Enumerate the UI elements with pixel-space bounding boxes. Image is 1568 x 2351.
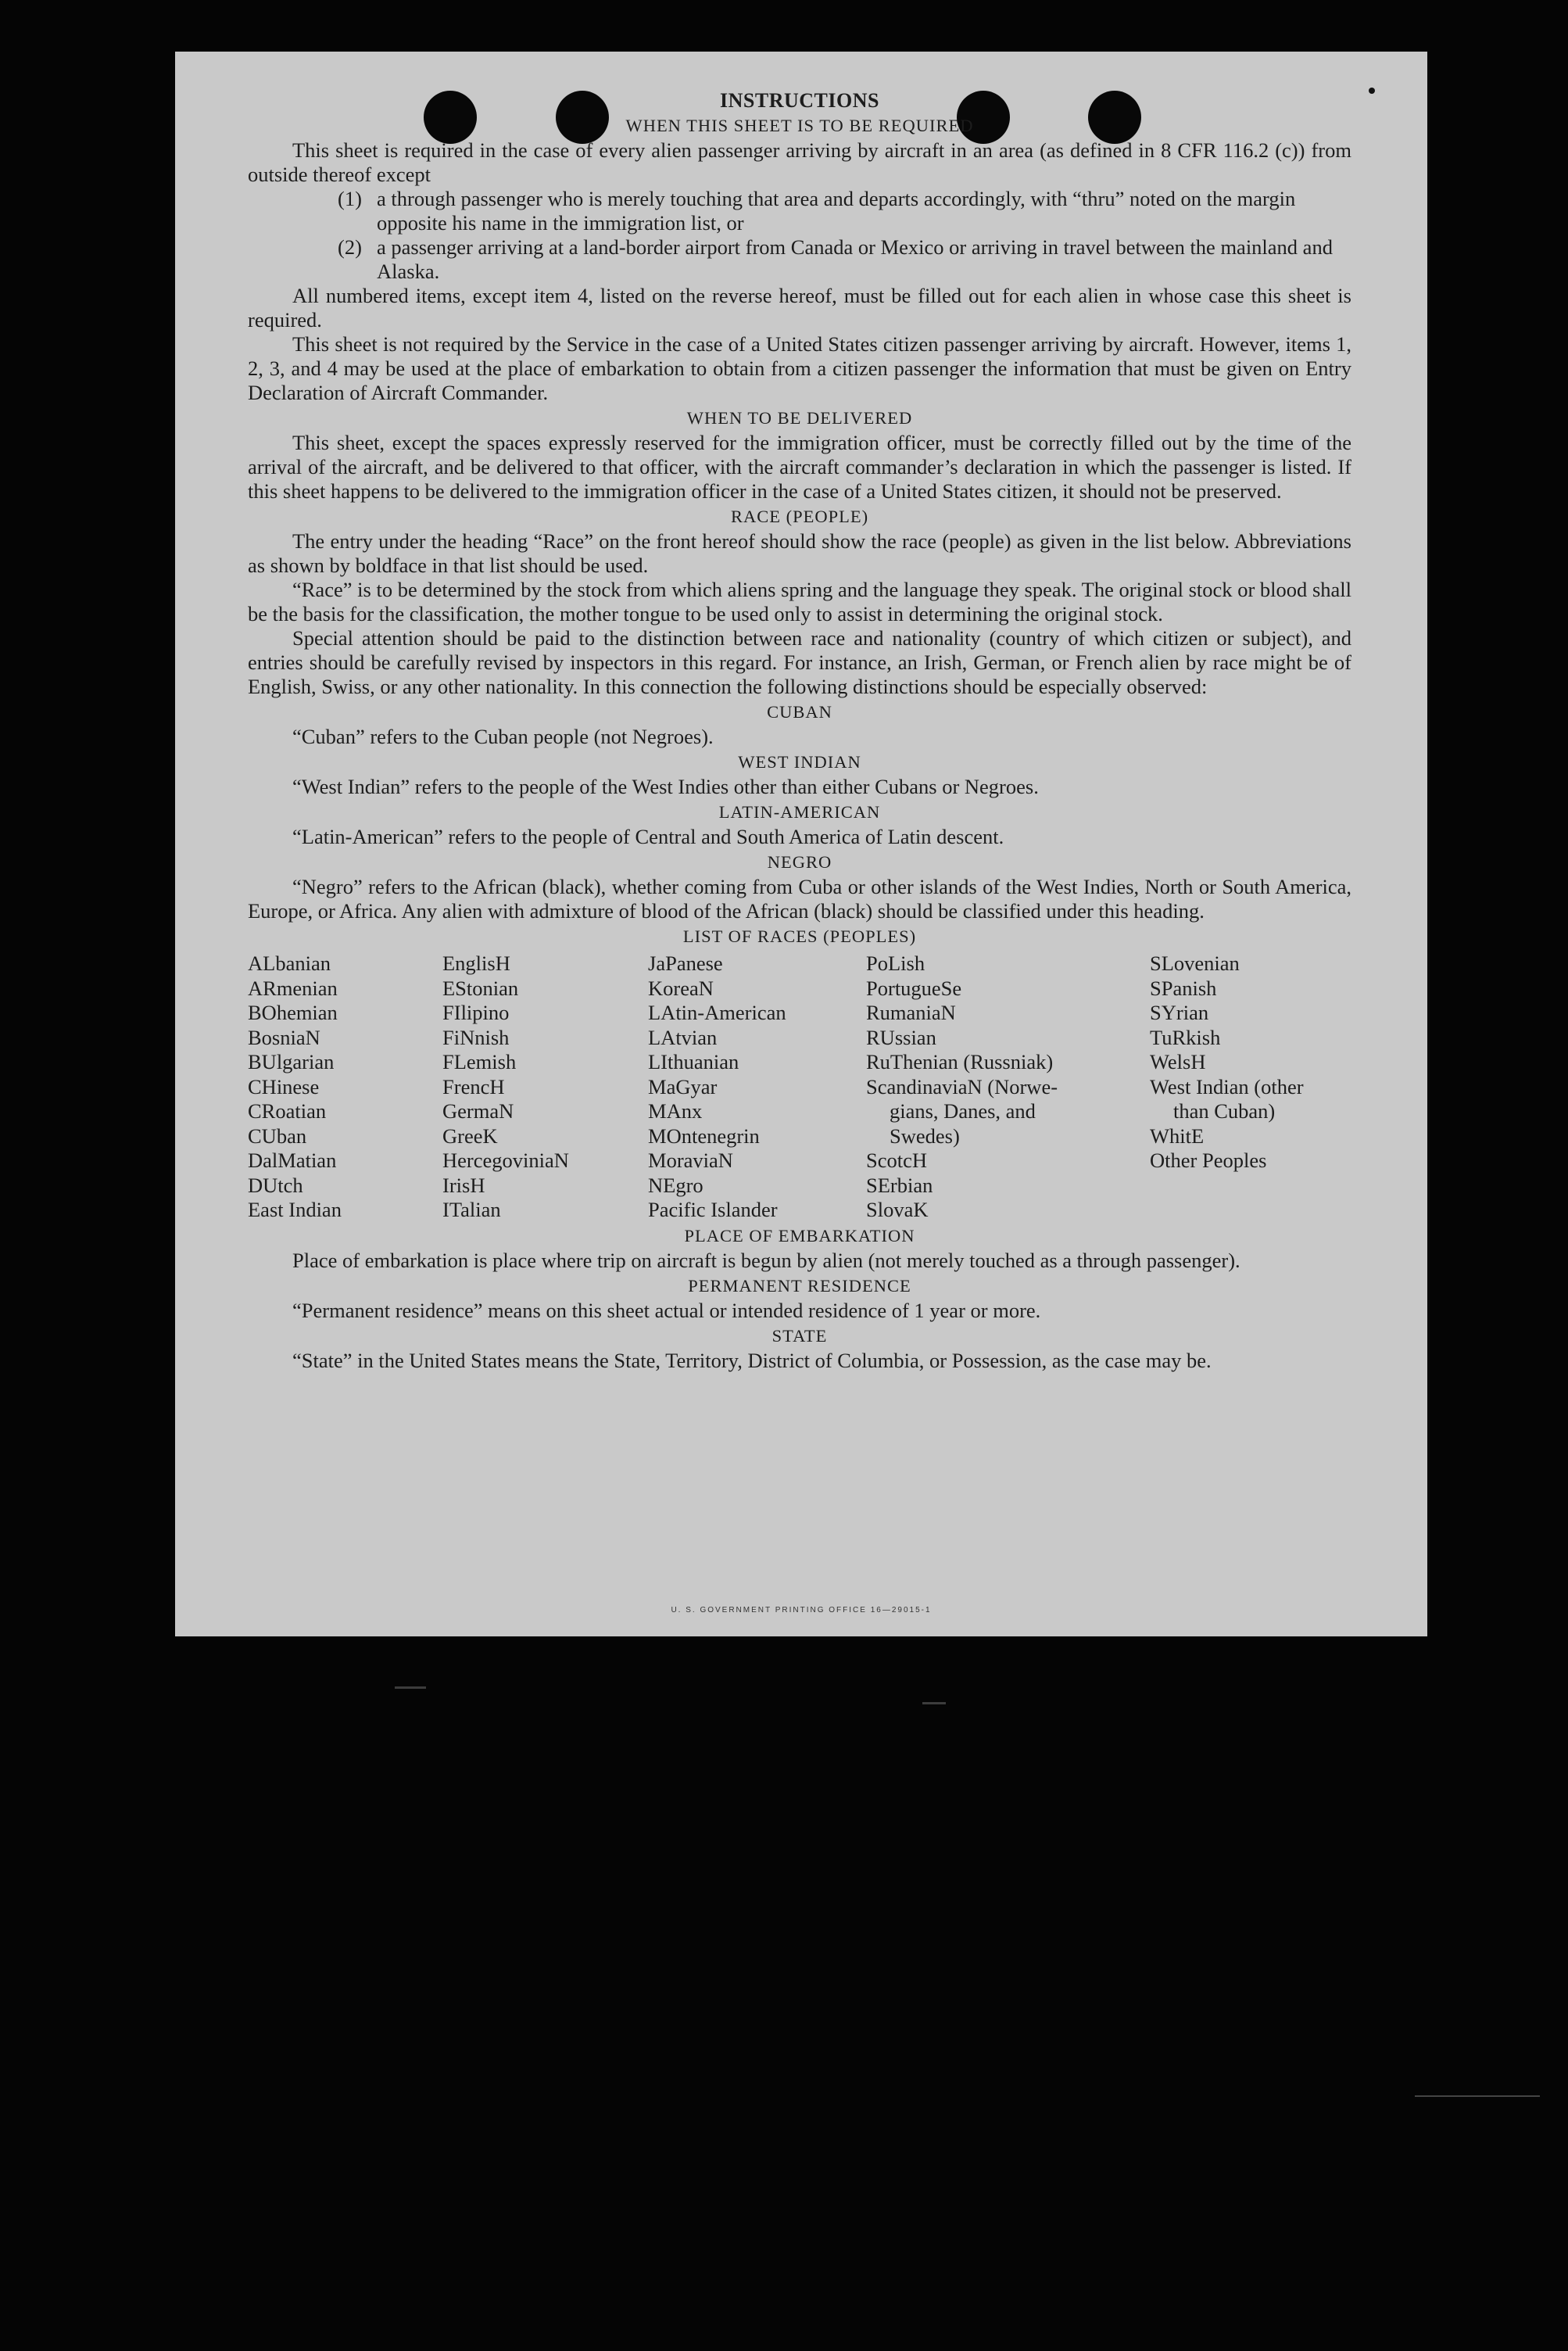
race-entry: CHinese [248,1074,320,1098]
race-entry: GermaN [442,1099,514,1123]
race-entry: BUlgarian [248,1050,335,1073]
race-entry: Pacific Islander [648,1198,778,1221]
race-entry: East Indian [248,1198,342,1221]
document-sheet [175,52,1427,1636]
list-number: (2) [338,235,362,259]
race-entry: ALbanian [248,952,331,975]
scan-mark [922,1702,946,1704]
heading-delivered: WHEN TO BE DELIVERED [686,408,913,428]
race-column [1150,952,1351,1223]
race-entry: SPanish [1150,976,1217,1000]
paragraph: The entry under the heading “Race” on the front hereof should show the race (people) as given in the list below. Abbreviations as shown by boldface in that list should be used. [248,529,1351,577]
paragraph: This sheet is required in the case of every alien passenger arriving by aircraft in an area (as defined in 8 CFR 116.2 (c)) from outside thereof except [248,138,1351,186]
race-entry: FiNnish [442,1025,510,1049]
race-entry: KoreaN [648,976,714,1000]
race-entry: BOhemian [248,1001,338,1024]
paragraph: This sheet, except the spaces expressly reserved for the immigration officer, must be correctly filled out by the time of the arrival of the aircraft, and be delivered to that officer, with the aircraft commander’s declaration in which the passenger is listed. If this sheet happens to be delivered to the immigration officer in the case of a United States citizen, it should not be preserved. [248,431,1351,503]
speck [1369,88,1375,94]
race-entry: BosniaN [248,1025,320,1049]
race-entry: EStonian [442,976,519,1000]
race-entry: RUssian [866,1025,936,1049]
heading-west-indian: WEST INDIAN [738,752,861,772]
race-entry: gians, Danes, and [890,1099,1036,1123]
race-entry: FLemish [442,1050,517,1073]
race-entry: IrisH [442,1173,485,1197]
heading-negro: NEGRO [767,852,832,872]
heading-embarkation: PLACE OF EMBARKATION [684,1225,915,1245]
race-entry: RuThenian (Russniak) [866,1050,1054,1073]
race-entry: ITalian [442,1198,501,1221]
scan-mark [1415,2095,1540,2097]
race-entry: RumaniaN [866,1001,956,1024]
race-list [248,952,1351,1223]
heading-required: WHEN THIS SHEET IS TO BE REQUIRED [625,116,974,135]
heading-cuban: CUBAN [767,702,832,722]
list-text: a through passenger who is merely touching that area and departs accordingly, with “thru” noted on the margin opposite his name in the immigration list, or [377,187,1296,235]
race-entry: Other Peoples [1150,1149,1267,1172]
page-title: INSTRUCTIONS [720,89,879,112]
race-entry: WhitE [1150,1124,1205,1148]
paragraph: “Negro” refers to the African (black), whether coming from Cuba or other islands of the West Indies, North or South America, Europe, or Africa. Any alien with admixture of blood of the African (black) should be classified under this heading. [248,875,1351,923]
race-entry: Swedes) [890,1124,960,1148]
paragraph: “West Indian” refers to the people of the West Indies other than either Cubans or Negroes. [292,775,1039,798]
paragraph: “Race” is to be determined by the stock from which aliens spring and the language they speak. The original stock or blood shall be the basis for the classification, the mother tongue to be used only to assist in determining the original stock. [248,578,1351,625]
race-entry: MOntenegrin [648,1124,760,1148]
paragraph: Special attention should be paid to the distinction between race and nationality (country of which citizen or subject), and entries should be carefully revised by inspectors in this regard. For instance, an Irish, German, or French alien by race might be of English, Swiss, or any other nationality. In this connection the following distinctions should be especially observed: [248,626,1351,698]
paragraph: All numbered items, except item 4, listed on the reverse hereof, must be filled out for each alien in whose case this sheet is required. [248,284,1351,332]
paragraph: “Cuban” refers to the Cuban people (not Negroes). [292,725,714,748]
race-entry: PortugueSe [866,976,962,1000]
race-entry: HercegoviniaN [442,1149,569,1172]
list-item [338,235,1351,284]
race-entry: DUtch [248,1173,303,1197]
race-entry: SLovenian [1150,952,1240,975]
heading-state: STATE [771,1325,828,1346]
paragraph: This sheet is not required by the Service in the case of a United States citizen passenger arriving by aircraft. However, items 1, 2, 3, and 4 may be used at the place of embarkation to obtain from a citizen passenger the information that must be given on Entry Declaration of Aircraft Commander. [248,332,1351,404]
scan-mark [395,1686,426,1689]
race-column [442,952,648,1223]
heading-permanent-residence: PERMANENT RESIDENCE [688,1275,911,1296]
race-column [648,952,866,1223]
race-entry: West Indian (other [1150,1074,1304,1098]
printing-office-imprint: U. S. GOVERNMENT PRINTING OFFICE 16—29015-1 [671,1606,932,1615]
heading-latin-american: LATIN-AMERICAN [718,802,881,822]
race-entry: MoraviaN [648,1149,733,1172]
race-column [248,952,442,1223]
race-entry: JaPanese [648,952,723,975]
race-entry: MAnx [648,1099,703,1123]
paragraph: “State” in the United States means the State, Territory, District of Columbia, or Possession, as the case may be. [292,1348,1212,1372]
list-number: (1) [338,187,362,210]
race-entry: TuRkish [1150,1025,1221,1049]
race-entry: ScandinaviaN (Norwe- [866,1074,1058,1098]
race-entry: SYrian [1150,1001,1209,1024]
race-column [866,952,1150,1223]
race-entry: LIthuanian [648,1050,739,1073]
race-entry: CUban [248,1124,307,1148]
race-entry: ARmenian [248,976,338,1000]
paragraph: Place of embarkation is place where trip on aircraft is begun by alien (not merely touched as a through passenger). [292,1248,1240,1272]
race-entry: PoLish [866,952,925,975]
race-entry: WelsH [1150,1050,1206,1073]
heading-list-of-races: LIST OF RACES (PEOPLES) [682,926,917,946]
instructions-content [248,89,1351,1373]
heading-race: RACE (PEOPLE) [730,507,869,526]
race-entry: GreeK [442,1124,498,1148]
race-entry: LAtvian [648,1025,718,1049]
race-entry: NEgro [648,1173,703,1197]
race-entry: DalMatian [248,1149,337,1172]
paragraph: “Permanent residence” means on this sheet actual or intended residence of 1 year or more. [292,1298,1041,1322]
race-entry: EnglisH [442,952,510,975]
race-entry: FrencH [442,1074,505,1098]
race-entry: LAtin-American [648,1001,786,1024]
race-entry: SlovaK [866,1198,929,1221]
race-entry: than Cuban) [1173,1099,1276,1123]
list-item [338,187,1351,235]
race-entry: MaGyar [648,1074,718,1098]
race-entry: ScotcH [866,1149,928,1172]
paragraph: “Latin-American” refers to the people of Central and South America of Latin descent. [292,825,1004,848]
race-entry: FIlipino [442,1001,510,1024]
race-entry: SErbian [866,1173,933,1197]
list-text: a passenger arriving at a land-border airport from Canada or Mexico or arriving in travel between the mainland and Alaska. [377,235,1333,283]
race-entry: CRoatian [248,1099,327,1123]
